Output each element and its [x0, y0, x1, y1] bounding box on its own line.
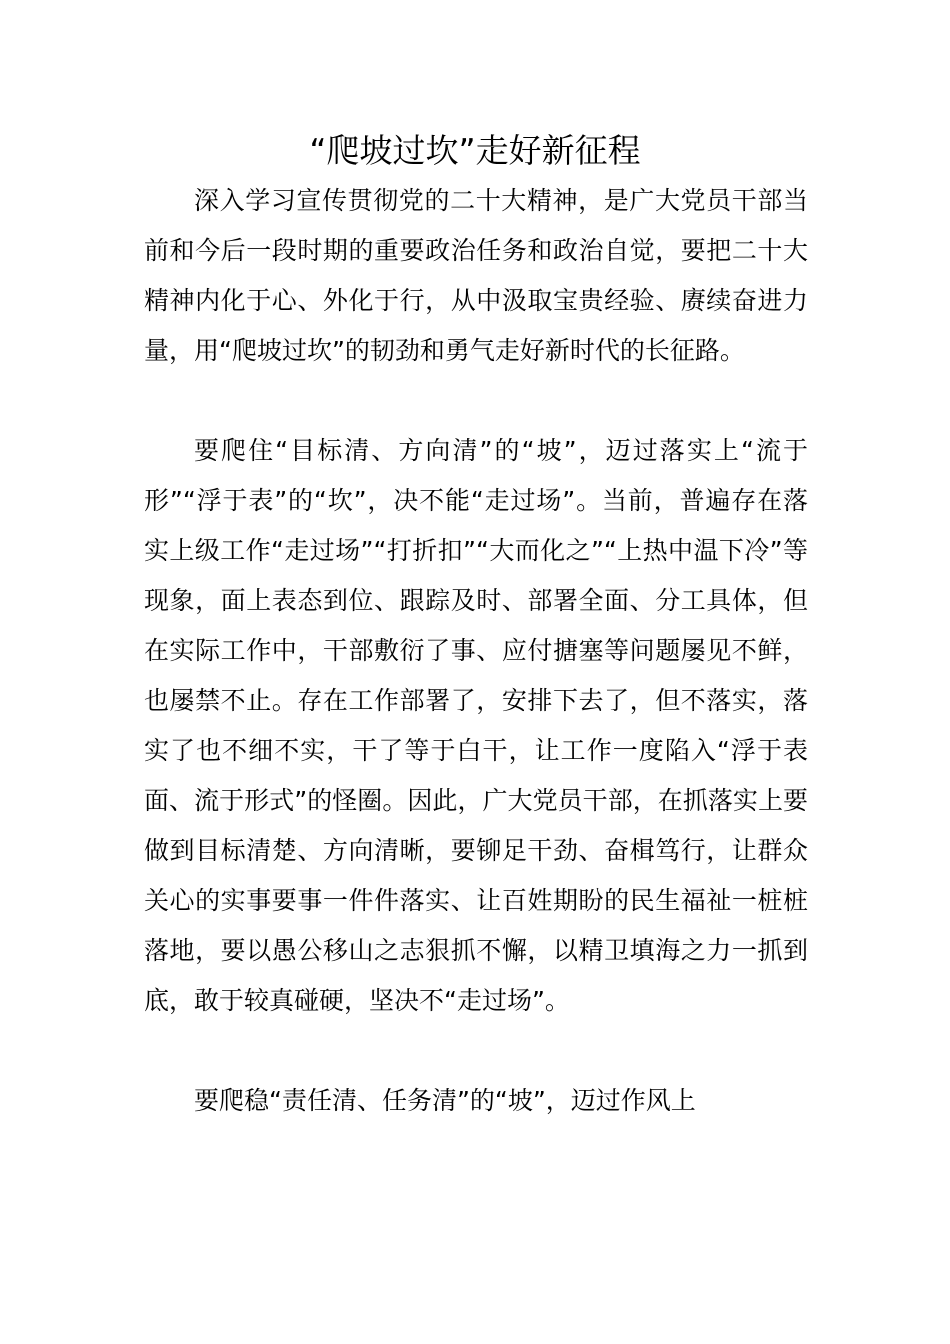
paragraph-spacer: [144, 1026, 808, 1076]
document-title: “爬坡过坎”走好新征程: [309, 131, 641, 170]
document-body: [144, 176, 808, 1126]
paragraph-spacer: [144, 376, 808, 426]
paragraph-intro: 深入学习宣传贯彻党的二十大精神，是广大党员干部当前和今后一段时期的重要政治任务和政治自觉，要把二十大精神内化于心、外化于行，从中汲取宝贵经验、赓续奋进力量，用“爬坡过坎”的韧劲和勇气走好新时代的长征路。: [144, 186, 808, 365]
paragraph-target-direction: 要爬住“目标清、方向清”的“坡”，迈过落实上“流于形”“浮于表”的“坎”，决不能“走过场”。当前，普遍存在落实上级工作“走过场”“打折扣”“大而化之”“上热中温下冷”等现象，面上表态到位、跟踪及时、部署全面、分工具体，但在实际工作中，干部敷衍了事、应付搪塞等问题屡见不鲜，也屡禁不止。存在工作部署了，安排下去了，但不落实，落实了也不细不实，干了等于白干，让工作一度陷入“浮于表面、流于形式”的怪圈。因此，广大党员干部，在抓落实上要做到目标清楚、方向清晰，要铆足干劲、奋楫笃行，让群众关心的实事要事一件件落实、让百姓期盼的民生福祉一桩桩落地，要以愚公移山之志狠抓不懈，以精卫填海之力一抓到底，敢于较真碰硬，坚决不“走过场”。: [144, 436, 808, 1015]
paragraph-responsibility-task: 要爬稳“责任清、任务清”的“坡”，迈过作风上: [194, 1086, 696, 1115]
